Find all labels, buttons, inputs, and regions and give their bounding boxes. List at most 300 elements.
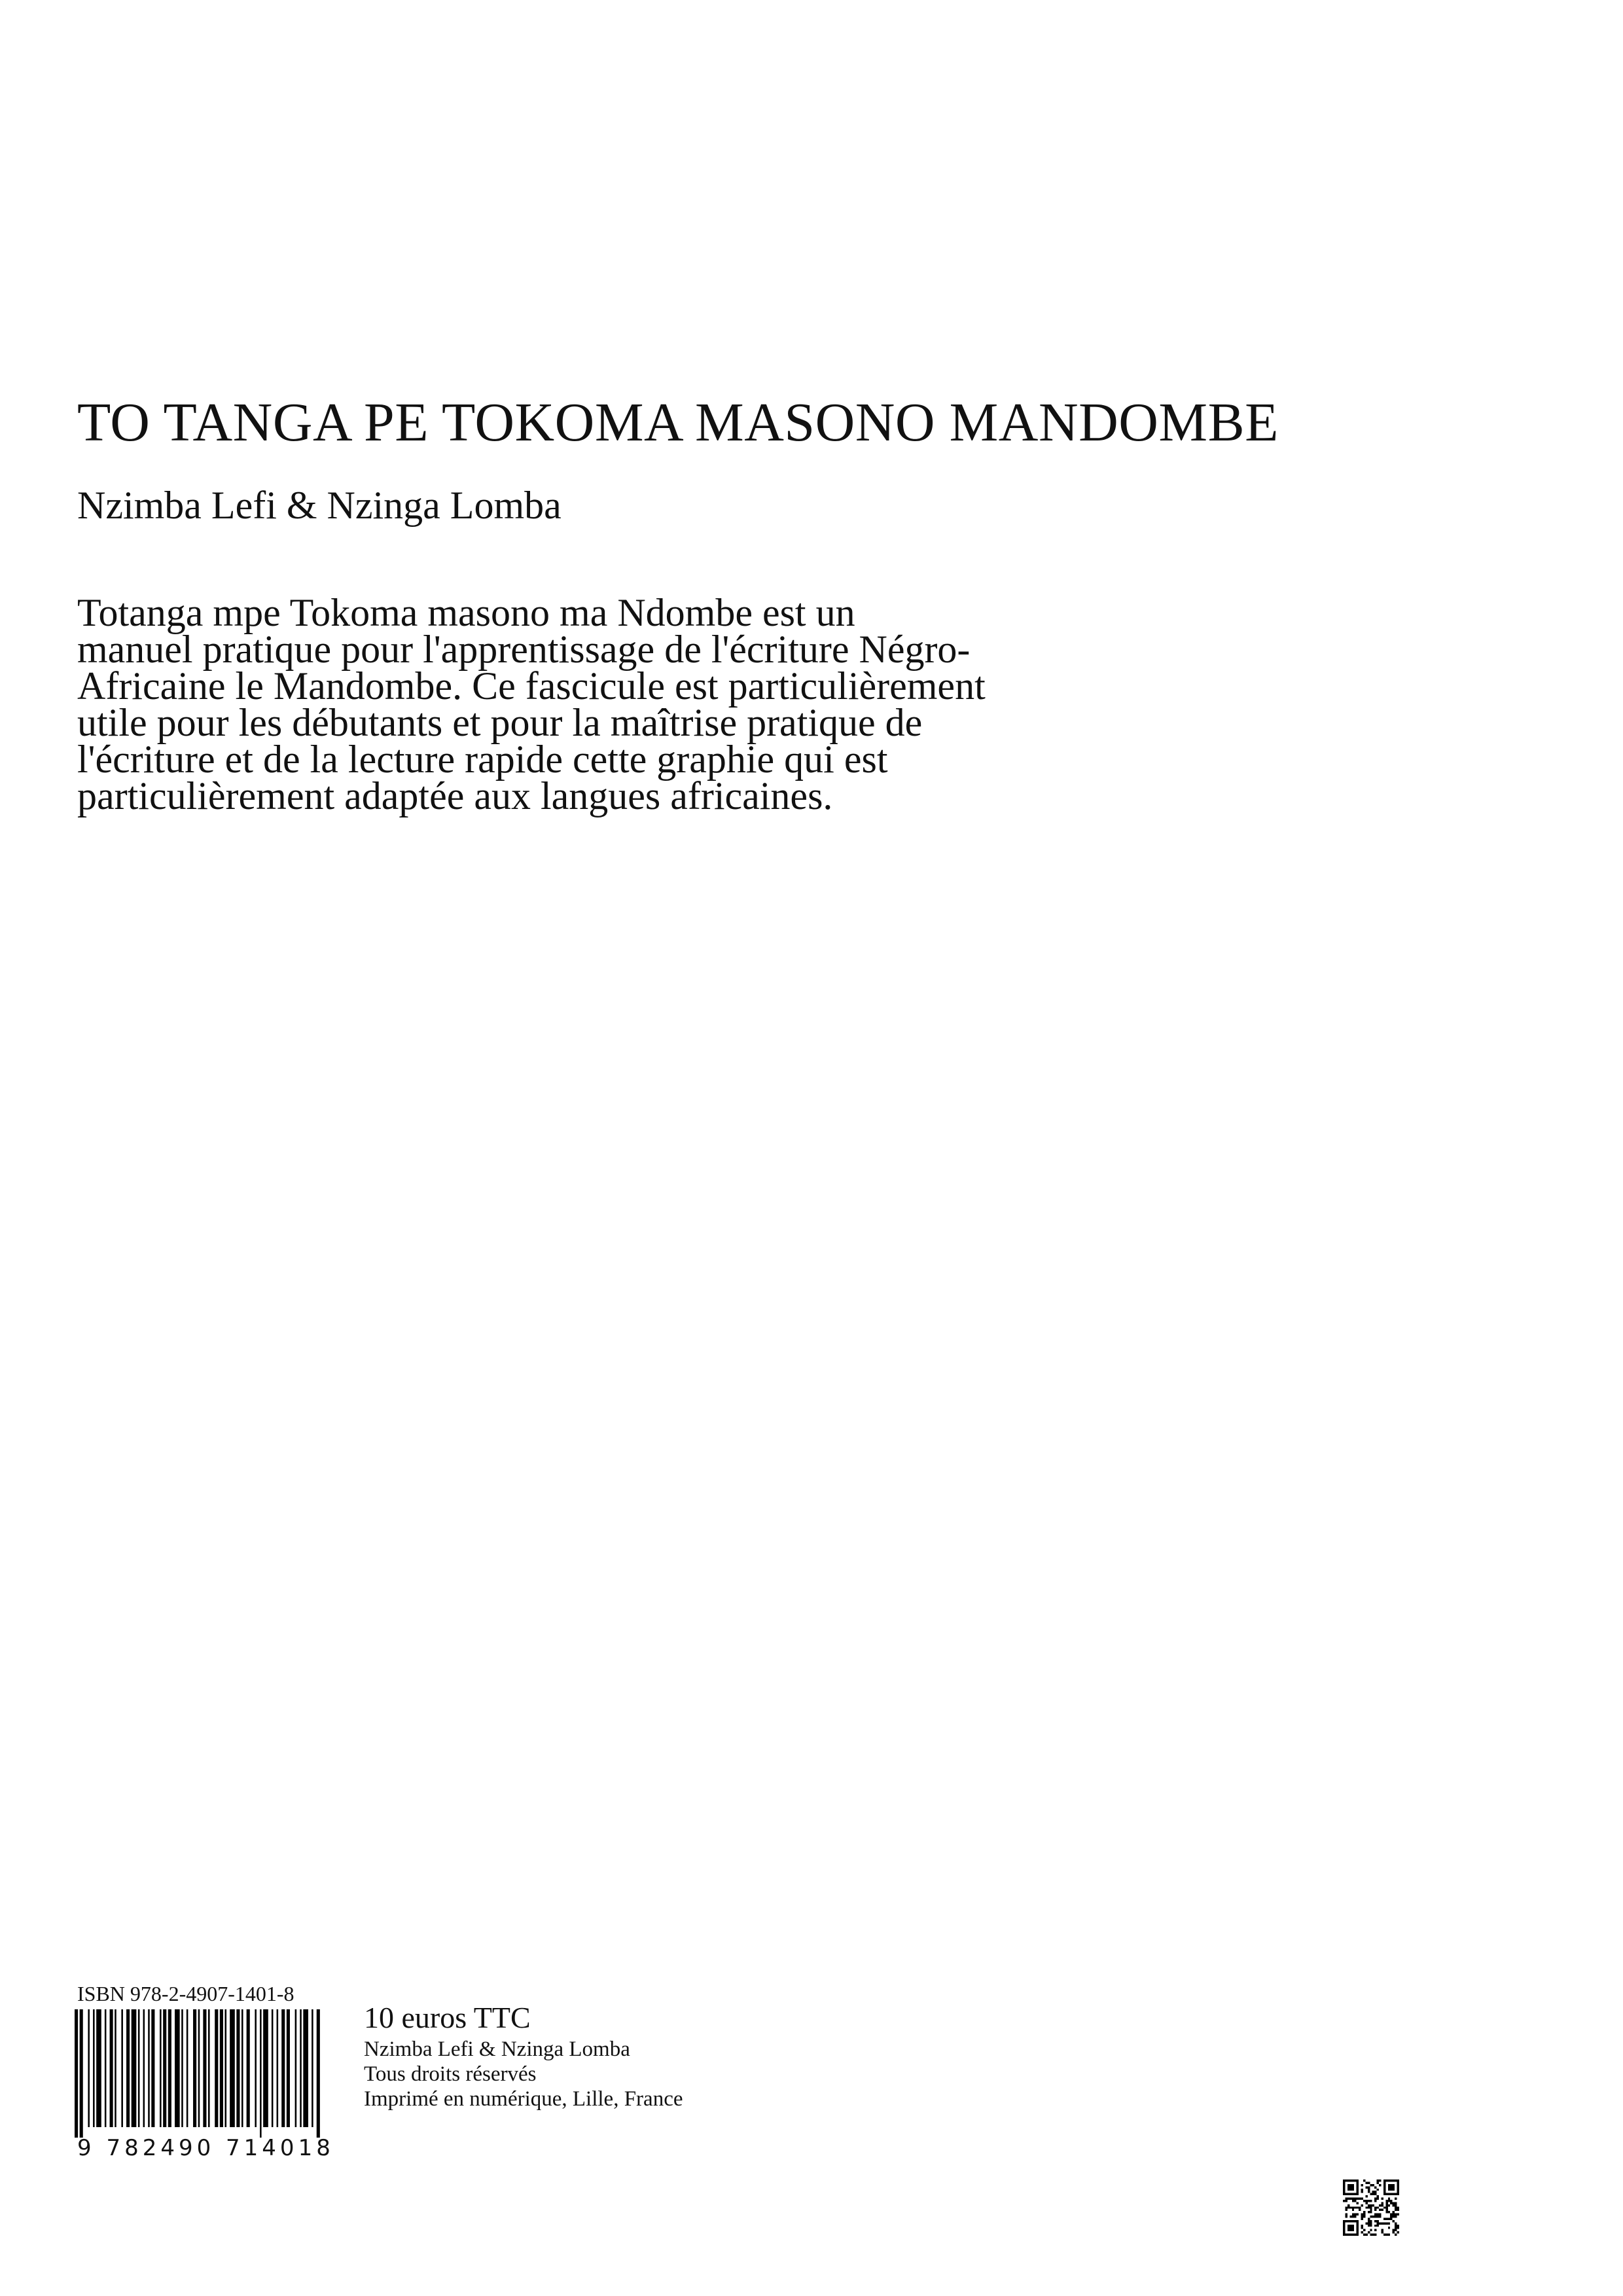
qr-cell — [1395, 2234, 1397, 2236]
barcode-bar — [151, 2009, 154, 2127]
qr-cell — [1397, 2181, 1399, 2183]
qr-cell — [1359, 2198, 1361, 2200]
qr-cell — [1352, 2214, 1354, 2215]
qr-cell — [1347, 2227, 1349, 2229]
qr-cell — [1372, 2193, 1374, 2195]
qr-cell — [1368, 2217, 1370, 2219]
qr-cell — [1370, 2184, 1372, 2186]
qr-cell — [1345, 2220, 1347, 2222]
qr-cell — [1370, 2209, 1372, 2211]
qr-cell — [1383, 2181, 1385, 2183]
qr-cell — [1393, 2220, 1395, 2222]
barcode-bar — [110, 2009, 113, 2127]
barcode-bar — [121, 2009, 123, 2127]
qr-cell — [1345, 2200, 1347, 2202]
qr-cell — [1370, 2215, 1372, 2217]
qr-cell — [1390, 2186, 1392, 2188]
qr-cell — [1372, 2184, 1374, 2186]
qr-cell — [1370, 2211, 1372, 2213]
qr-cell — [1345, 2234, 1347, 2236]
qr-cell — [1381, 2209, 1383, 2211]
barcode-bar — [236, 2009, 240, 2127]
qr-cell — [1361, 2189, 1363, 2191]
qr-cell — [1343, 2229, 1345, 2231]
qr-cell — [1374, 2234, 1376, 2236]
qr-cell — [1352, 2193, 1354, 2195]
qr-cell — [1361, 2198, 1363, 2200]
barcode-bar — [115, 2009, 116, 2127]
qr-cell — [1383, 2189, 1385, 2191]
barcode-bar — [203, 2009, 206, 2127]
qr-cell — [1368, 2204, 1370, 2206]
qr-cell — [1388, 2179, 1390, 2181]
qr-cell — [1357, 2229, 1359, 2231]
qr-cell — [1370, 2229, 1372, 2231]
qr-cell — [1354, 2206, 1356, 2208]
qr-cell — [1395, 2227, 1397, 2229]
qr-cell — [1377, 2222, 1379, 2224]
barcode-bar — [80, 2009, 83, 2138]
barcode-bar — [215, 2009, 218, 2127]
qr-cell — [1383, 2234, 1385, 2236]
qr-cell — [1388, 2211, 1390, 2213]
qr-cell — [1383, 2217, 1385, 2219]
barcode-bar — [241, 2009, 243, 2127]
qr-cell — [1349, 2198, 1351, 2200]
qr-cell — [1349, 2227, 1351, 2229]
qr-cell — [1349, 2184, 1351, 2186]
barcode-bar — [75, 2009, 78, 2138]
qr-cell — [1354, 2198, 1356, 2200]
qr-cell — [1347, 2206, 1349, 2208]
qr-cell — [1370, 2234, 1372, 2236]
blurb-line: particulièrement adaptée aux langues africaines. — [77, 774, 833, 817]
qr-cell — [1388, 2204, 1390, 2206]
qr-cell — [1395, 2198, 1397, 2200]
qr-cell — [1385, 2193, 1387, 2195]
qr-cell — [1377, 2215, 1379, 2217]
qr-cell — [1363, 2229, 1365, 2231]
qr-cell — [1374, 2209, 1376, 2211]
qr-cell — [1352, 2186, 1354, 2188]
blurb-line: Totanga mpe Tokoma masono ma Ndombe est un — [77, 591, 855, 634]
price-label: 10 euros TTC — [364, 2001, 531, 2034]
qr-cell — [1397, 2193, 1399, 2195]
qr-cell — [1343, 2220, 1345, 2222]
qr-cell — [1374, 2206, 1376, 2208]
qr-cell — [1363, 2215, 1365, 2217]
qr-cell — [1393, 2231, 1395, 2233]
qr-cell — [1347, 2225, 1349, 2227]
qr-cell — [1352, 2220, 1354, 2222]
qr-cell — [1345, 2215, 1347, 2217]
qr-cell — [1390, 2215, 1392, 2217]
qr-cell — [1374, 2193, 1376, 2195]
qr-cell — [1352, 2184, 1354, 2186]
barcode-bar — [138, 2009, 140, 2127]
barcode-bar — [181, 2009, 183, 2127]
barcode-bar — [255, 2009, 257, 2127]
qr-cell — [1354, 2179, 1356, 2181]
qr-cell — [1390, 2200, 1392, 2202]
qr-cell — [1361, 2227, 1363, 2229]
qr-cell — [1397, 2189, 1399, 2191]
qr-cell — [1354, 2193, 1356, 2195]
qr-cell — [1390, 2179, 1392, 2181]
qr-cell — [1385, 2179, 1387, 2181]
qr-cell — [1357, 2206, 1359, 2208]
qr-cell — [1357, 2214, 1359, 2215]
qr-cell — [1393, 2229, 1395, 2231]
qr-cell — [1354, 2214, 1356, 2215]
book-title: TO TANGA PE TOKOMA MASONO MANDOMBE — [77, 392, 1279, 453]
qr-cell — [1368, 2222, 1370, 2224]
qr-cell — [1349, 2215, 1351, 2217]
qr-cell — [1383, 2206, 1385, 2208]
qr-cell — [1390, 2184, 1392, 2186]
qr-cell — [1343, 2184, 1345, 2186]
qr-cell — [1352, 2234, 1354, 2236]
qr-cell — [1385, 2202, 1387, 2204]
qr-cell — [1361, 2204, 1363, 2206]
barcode-bar — [198, 2009, 200, 2127]
qr-cell — [1361, 2225, 1363, 2227]
qr-cell — [1343, 2193, 1345, 2195]
qr-cell — [1383, 2179, 1385, 2181]
barcode-bar — [300, 2009, 302, 2127]
qr-cell — [1357, 2222, 1359, 2224]
qr-cell — [1357, 2193, 1359, 2195]
qr-cell — [1379, 2222, 1381, 2224]
barcode-bar — [230, 2009, 235, 2127]
qr-cell — [1370, 2206, 1372, 2208]
qr-cell — [1395, 2229, 1397, 2231]
qr-cell — [1343, 2222, 1345, 2224]
qr-cell — [1370, 2193, 1372, 2195]
qr-cell — [1357, 2227, 1359, 2229]
qr-cell — [1357, 2189, 1359, 2191]
qr-code-icon — [1343, 2179, 1399, 2236]
qr-cell — [1361, 2217, 1363, 2219]
qr-cell — [1345, 2179, 1347, 2181]
qr-cell — [1352, 2189, 1354, 2191]
qr-cell — [1357, 2220, 1359, 2222]
qr-cell — [1357, 2231, 1359, 2233]
qr-cell — [1388, 2189, 1390, 2191]
qr-cell — [1345, 2209, 1347, 2211]
barcode-bar — [312, 2009, 313, 2127]
qr-cell — [1343, 2227, 1345, 2229]
qr-cell — [1363, 2211, 1365, 2213]
qr-cell — [1370, 2204, 1372, 2206]
qr-cell — [1390, 2214, 1392, 2215]
qr-cell — [1361, 2214, 1363, 2215]
qr-cell — [1374, 2225, 1376, 2227]
qr-cell — [1385, 2211, 1387, 2213]
qr-cell — [1381, 2204, 1383, 2206]
barcode-bar — [96, 2009, 101, 2127]
qr-cell — [1345, 2206, 1347, 2208]
barcode-bar — [143, 2009, 145, 2127]
qr-cell — [1347, 2193, 1349, 2195]
qr-cell — [1379, 2184, 1381, 2186]
qr-cell — [1397, 2186, 1399, 2188]
qr-cell — [1352, 2198, 1354, 2200]
qr-cell — [1383, 2184, 1385, 2186]
qr-cell — [1395, 2206, 1397, 2208]
qr-cell — [1365, 2186, 1367, 2188]
qr-cell — [1385, 2217, 1387, 2219]
qr-cell — [1370, 2200, 1372, 2202]
qr-cell — [1368, 2189, 1370, 2191]
qr-cell — [1385, 2209, 1387, 2211]
barcode-bar — [295, 2009, 297, 2127]
qr-cell — [1352, 2209, 1354, 2211]
qr-cell — [1388, 2217, 1390, 2219]
qr-cell — [1370, 2220, 1372, 2222]
qr-cell — [1343, 2225, 1345, 2227]
qr-cell — [1363, 2214, 1365, 2215]
qr-cell — [1374, 2200, 1376, 2202]
qr-cell — [1381, 2202, 1383, 2204]
qr-cell — [1347, 2189, 1349, 2191]
qr-cell — [1349, 2220, 1351, 2222]
qr-cell — [1393, 2179, 1395, 2181]
qr-cell — [1372, 2234, 1374, 2236]
barcode-bar — [88, 2009, 90, 2127]
qr-cell — [1343, 2200, 1345, 2202]
qr-cell — [1368, 2181, 1370, 2183]
qr-cell — [1368, 2231, 1370, 2233]
barcode-bar — [175, 2009, 180, 2127]
barcode-bar — [281, 2009, 285, 2127]
qr-cell — [1368, 2206, 1370, 2208]
qr-cell — [1377, 2181, 1379, 2183]
qr-cell — [1383, 2193, 1385, 2195]
barcode-bar — [168, 2009, 171, 2127]
qr-cell — [1349, 2225, 1351, 2227]
qr-cell — [1397, 2191, 1399, 2193]
qr-cell — [1357, 2181, 1359, 2183]
imprint-block — [364, 2037, 683, 2111]
qr-cell — [1357, 2184, 1359, 2186]
qr-cell — [1349, 2206, 1351, 2208]
qr-cell — [1365, 2195, 1367, 2197]
qr-cell — [1388, 2222, 1390, 2224]
barcode-bar — [303, 2009, 308, 2127]
qr-cell — [1397, 2225, 1399, 2227]
qr-cell — [1390, 2217, 1392, 2219]
qr-cell — [1361, 2215, 1363, 2217]
qr-cell — [1395, 2204, 1397, 2206]
barcode-bar — [220, 2009, 223, 2127]
qr-cell — [1347, 2234, 1349, 2236]
qr-cell — [1374, 2229, 1376, 2231]
qr-cell — [1393, 2189, 1395, 2191]
barcode-bar — [247, 2009, 250, 2127]
qr-cell — [1397, 2206, 1399, 2208]
qr-cell — [1393, 2202, 1395, 2204]
barcode-bar — [93, 2009, 95, 2127]
barcode-bar — [277, 2009, 279, 2127]
qr-cell — [1379, 2215, 1381, 2217]
qr-cell — [1395, 2214, 1397, 2215]
qr-cell — [1343, 2231, 1345, 2233]
blurb-line: Africaine le Mandombe. Ce fascicule est particulièrement — [77, 664, 986, 708]
qr-cell — [1395, 2193, 1397, 2195]
qr-cell — [1352, 2227, 1354, 2229]
qr-cell — [1388, 2200, 1390, 2202]
qr-cell — [1354, 2234, 1356, 2236]
blurb-line: utile pour les débutants et pour la maîtrise pratique de — [77, 701, 923, 744]
qr-cell — [1385, 2222, 1387, 2224]
qr-cell — [1347, 2204, 1349, 2206]
qr-cell — [1397, 2179, 1399, 2181]
qr-cell — [1379, 2204, 1381, 2206]
blurb-line: l'écriture et de la lecture rapide cette graphie qui est — [77, 738, 888, 781]
qr-cell — [1397, 2209, 1399, 2211]
qr-cell — [1377, 2206, 1379, 2208]
qr-cell — [1393, 2184, 1395, 2186]
qr-cell — [1349, 2186, 1351, 2188]
qr-cell — [1354, 2220, 1356, 2222]
barcode-bar — [272, 2009, 274, 2127]
book-authors: Nzimba Lefi & Nzinga Lomba — [77, 484, 562, 527]
qr-cell — [1381, 2222, 1383, 2224]
qr-cell — [1397, 2227, 1399, 2229]
qr-cell — [1357, 2191, 1359, 2193]
barcode-bar — [160, 2009, 162, 2127]
barcode-bar — [105, 2009, 107, 2127]
imprint-line: Tous droits réservés — [364, 2062, 537, 2086]
qr-cell — [1343, 2179, 1345, 2181]
blurb-line: manuel pratique pour l'apprentissage de l'écriture Négro- — [77, 628, 971, 671]
qr-cell — [1343, 2189, 1345, 2191]
qr-cell — [1390, 2193, 1392, 2195]
qr-cell — [1390, 2202, 1392, 2204]
qr-cell — [1357, 2234, 1359, 2236]
qr-cell — [1343, 2191, 1345, 2193]
qr-cell — [1349, 2234, 1351, 2236]
qr-cell — [1368, 2191, 1370, 2193]
barcode-digits: 9 782490 714018 — [77, 2135, 334, 2161]
qr-cell — [1395, 2222, 1397, 2224]
qr-cell — [1347, 2220, 1349, 2222]
qr-cell — [1365, 2222, 1367, 2224]
qr-cell — [1393, 2193, 1395, 2195]
qr-cell — [1383, 2186, 1385, 2188]
qr-cell — [1372, 2204, 1374, 2206]
qr-cell — [1397, 2214, 1399, 2215]
qr-cell — [1374, 2198, 1376, 2200]
qr-cell — [1395, 2202, 1397, 2204]
qr-cell — [1345, 2193, 1347, 2195]
qr-cell — [1345, 2214, 1347, 2215]
qr-cell — [1352, 2215, 1354, 2217]
qr-cell — [1397, 2231, 1399, 2233]
qr-cell — [1397, 2184, 1399, 2186]
qr-cell — [1374, 2220, 1376, 2222]
qr-cell — [1357, 2202, 1359, 2204]
barcode-bar — [208, 2009, 210, 2127]
qr-cell — [1365, 2181, 1367, 2183]
qr-cell — [1363, 2234, 1365, 2236]
qr-cell — [1352, 2225, 1354, 2227]
qr-cell — [1374, 2191, 1376, 2193]
qr-cell — [1365, 2206, 1367, 2208]
qr-cell — [1377, 2189, 1379, 2191]
qr-cell — [1377, 2220, 1379, 2222]
barcode-bar — [163, 2009, 166, 2127]
qr-cell — [1385, 2200, 1387, 2202]
qr-cell — [1388, 2186, 1390, 2188]
qr-cell — [1368, 2211, 1370, 2213]
qr-cell — [1379, 2209, 1381, 2211]
qr-cell — [1361, 2184, 1363, 2186]
qr-cell — [1388, 2193, 1390, 2195]
qr-cell — [1359, 2209, 1361, 2211]
qr-cell — [1354, 2215, 1356, 2217]
qr-cell — [1349, 2193, 1351, 2195]
qr-cell — [1345, 2198, 1347, 2200]
qr-cell — [1385, 2206, 1387, 2208]
qr-cell — [1349, 2179, 1351, 2181]
qr-cell — [1395, 2215, 1397, 2217]
qr-cell — [1379, 2214, 1381, 2215]
qr-cell — [1363, 2200, 1365, 2202]
barcode-bar — [263, 2009, 268, 2127]
qr-cell — [1393, 2186, 1395, 2188]
qr-cell — [1347, 2179, 1349, 2181]
qr-cell — [1395, 2209, 1397, 2211]
qr-cell — [1377, 2225, 1379, 2227]
qr-cell — [1368, 2220, 1370, 2222]
qr-cell — [1374, 2214, 1376, 2215]
qr-cell — [1361, 2231, 1363, 2233]
qr-cell — [1343, 2181, 1345, 2183]
qr-cell — [1395, 2225, 1397, 2227]
qr-cell — [1349, 2229, 1351, 2231]
qr-cell — [1343, 2186, 1345, 2188]
qr-cell — [1365, 2200, 1367, 2202]
qr-cell — [1377, 2179, 1379, 2181]
qr-cell — [1368, 2200, 1370, 2202]
qr-cell — [1377, 2214, 1379, 2215]
barcode-icon — [73, 2009, 322, 2138]
qr-cell — [1352, 2200, 1354, 2202]
qr-cell — [1395, 2179, 1397, 2181]
qr-cell — [1388, 2234, 1390, 2236]
qr-cell — [1377, 2195, 1379, 2197]
qr-cell — [1347, 2184, 1349, 2186]
qr-cell — [1388, 2227, 1390, 2229]
barcode-bar — [193, 2009, 196, 2127]
qr-cell — [1377, 2198, 1379, 2200]
qr-cell — [1372, 2191, 1374, 2193]
isbn-label: ISBN 978-2-4907-1401-8 — [77, 1982, 294, 2005]
barcode-bar — [148, 2009, 150, 2127]
qr-cell — [1354, 2200, 1356, 2202]
qr-cell — [1393, 2211, 1395, 2213]
qr-cell — [1372, 2215, 1374, 2217]
qr-cell — [1368, 2186, 1370, 2188]
barcode-bar — [225, 2009, 227, 2127]
qr-cell — [1347, 2198, 1349, 2200]
barcode-bar — [132, 2009, 137, 2127]
qr-cell — [1393, 2215, 1395, 2217]
imprint-line: Nzimba Lefi & Nzinga Lomba — [364, 2037, 630, 2061]
qr-cell — [1347, 2186, 1349, 2188]
